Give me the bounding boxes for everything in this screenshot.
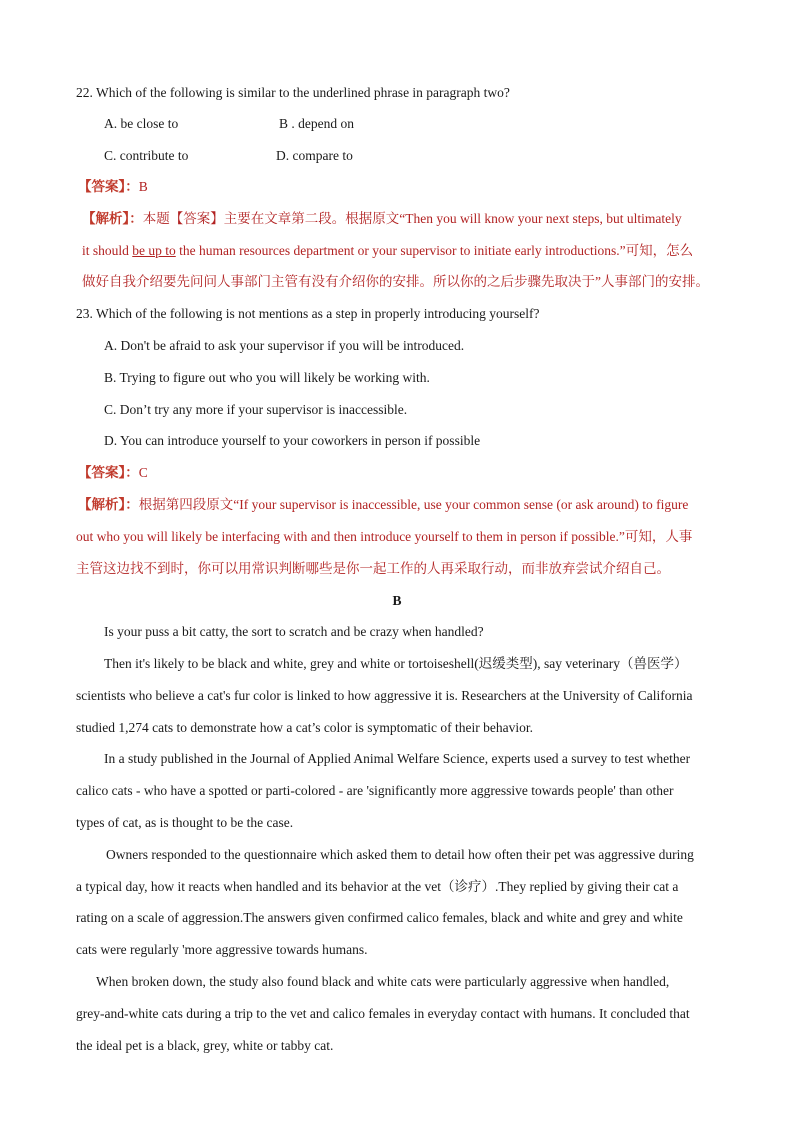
passage-paragraph-5-line-3: the ideal pet is a black, grey, white or tabby cat. bbox=[76, 1038, 334, 1053]
q22-option-b: B . depend on bbox=[279, 116, 354, 131]
answer-label: 【答案】： bbox=[78, 179, 139, 194]
q22-analysis-line-3: 做好自我介绍要先问问人事部门主管有没有介绍你的安排。所以你的之后步骤先取决于”人事部门的安排。 bbox=[82, 274, 709, 289]
q22-option-c: C. contribute to bbox=[104, 148, 189, 163]
analysis-label: 【解析】： bbox=[78, 497, 139, 512]
passage-paragraph-4-line-1: Owners responded to the questionnaire which asked them to detail how often their pet was aggressive during bbox=[106, 847, 694, 862]
q23-option-b: B. Trying to figure out who you will likely be working with. bbox=[104, 370, 430, 385]
analysis-text: the human resources department or your supervisor to initiate early introductions.”可知，怎么 bbox=[175, 243, 694, 258]
q23-option-a: A. Don't be afraid to ask your supervisor if you will be introduced. bbox=[104, 338, 465, 353]
answer-value: C bbox=[138, 465, 148, 480]
passage-paragraph-3-line-2: calico cats - who have a spotted or parti-colored - are 'significantly more aggressive towards people' than other bbox=[76, 783, 674, 798]
passage-paragraph-4-line-2: a typical day, how it reacts when handled and its behavior at the vet（诊疗）.They replied by giving their cat a bbox=[76, 879, 679, 894]
passage-paragraph-2-line-3: studied 1,274 cats to demonstrate how a cat’s color is symptomatic of their behavior. bbox=[76, 720, 534, 735]
underlined-phrase: be up to bbox=[132, 243, 176, 258]
q22-analysis-line-1 bbox=[82, 210, 682, 228]
q22-stem: 22. Which of the following is similar to the underlined phrase in paragraph two? bbox=[76, 85, 510, 100]
q22-analysis-line-2 bbox=[82, 242, 693, 260]
analysis-label: 【解析】： bbox=[82, 211, 143, 226]
q23-stem: 23. Which of the following is not mentions as a step in properly introducing yourself? bbox=[76, 306, 540, 321]
passage-paragraph-5-line-2: grey-and-white cats during a trip to the vet and calico females in everyday contact with humans. It concluded that bbox=[76, 1006, 690, 1021]
section-heading: B bbox=[392, 593, 402, 608]
analysis-text: 本题【答案】主要在文章第二段。根据原文“Then you will know your next steps, but ultimately bbox=[142, 211, 682, 226]
q23-option-c: C. Don’t try any more if your supervisor is inaccessible. bbox=[104, 402, 408, 417]
passage-paragraph-4-line-4: cats were regularly 'more aggressive towards humans. bbox=[76, 942, 368, 957]
q23-analysis-line-3: 主管这边找不到时，你可以用常识判断哪些是你一起工作的人再采取行动，而非放弃尝试介绍自己。 bbox=[76, 561, 670, 576]
passage-paragraph-2-line-2: scientists who believe a cat's fur color is linked to how aggressive it is. Researchers at the University of California bbox=[76, 688, 693, 703]
q23-answer bbox=[78, 464, 148, 482]
q23-analysis-line-2: out who you will likely be interfacing with and then introduce yourself to them in person if possible.”可知，人事 bbox=[76, 529, 693, 544]
answer-label: 【答案】： bbox=[78, 465, 139, 480]
q22-option-d: D. compare to bbox=[276, 148, 353, 163]
q23-analysis-line-1 bbox=[78, 496, 688, 514]
analysis-text: 根据第四段原文“If your supervisor is inaccessible, use your common sense (or ask around) to figure bbox=[138, 497, 689, 512]
analysis-text: it should bbox=[82, 243, 133, 258]
passage-paragraph-4-line-3: rating on a scale of aggression.The answers given confirmed calico females, black and white and grey and white bbox=[76, 910, 683, 925]
q23-option-d: D. You can introduce yourself to your coworkers in person if possible bbox=[104, 433, 481, 448]
passage-paragraph-5-line-1: When broken down, the study also found black and white cats were particularly aggressive when handled, bbox=[96, 974, 670, 989]
q22-option-a: A. be close to bbox=[104, 116, 179, 131]
answer-value: B bbox=[138, 179, 148, 194]
passage-paragraph-3-line-1: In a study published in the Journal of Applied Animal Welfare Science, experts used a survey to test whether bbox=[104, 751, 691, 766]
passage-paragraph-3-line-3: types of cat, as is thought to be the case. bbox=[76, 815, 294, 830]
passage-paragraph-2-line-1: Then it's likely to be black and white, grey and white or tortoiseshell(迟缓类型), say veterinary（兽医学） bbox=[104, 656, 688, 671]
q22-answer bbox=[78, 178, 148, 196]
passage-paragraph-1: Is your puss a bit catty, the sort to scratch and be crazy when handled? bbox=[104, 624, 484, 639]
